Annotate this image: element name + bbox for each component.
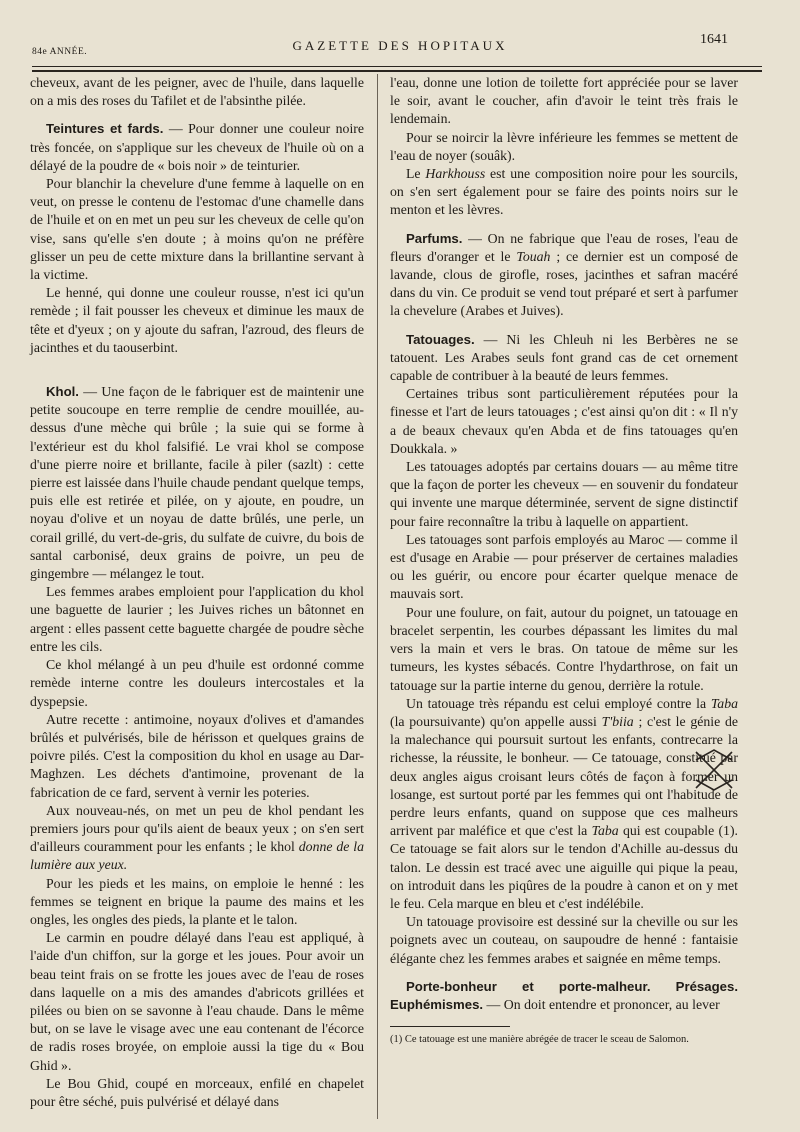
paragraph: Un tatouage provisoire est dessiné sur la cheville ou sur les poignets avec un couteau, on saupoudre de henné : fantaisie élégante chez les femmes arabes et saignée en même temps. [390, 914, 738, 966]
paragraph: Le carmin en poudre délayé dans l'eau est appliqué, à l'aide d'un chiffon, sur la gorge et les joues. Pour avoir un beau teint frais on se frotte les joues avec de l'eau de roses dans laquelle on a mis des amandes d'abricots grillées et pilées ou bien on se savonne à l'eau chaude. Dans le même but, on se lave le visage avec une eau contenant de l'écorce de radis roses broyée, on emploie aussi la tige du « Bou Ghid ». [30, 930, 364, 1073]
left-column [30, 74, 364, 1111]
paragraph: Les femmes arabes emploient pour l'application du khol une baguette de laurier ; les Juives riches un bâtonnet en argent : elles passent cette baguette chargée de poudre sèche entre les cils. [30, 584, 364, 654]
paragraph [30, 120, 364, 175]
paragraph-text: ; ce dernier est un composé de lavande, clous de girofle, roses, jacinthes et safran macéré dans du vin. Ce produit se vend tout préparé et sert à parfumer la chevelure (Arabes et Juives). [390, 248, 739, 319]
paragraph-text: — Pour donner une couleur noire très foncée, on s'applique sur les cheveux de l'huile où on a délayé de la poudre de « bois noir » de teinturier. [30, 121, 365, 173]
paragraph: Le henné, qui donne une couleur rousse, n'est ici qu'un remède ; il fait pousser les cheveux et diminue les maux de tête et d'yeux ; on y ajoute du safran, l'azroud, des fleurs de jacinthes et du taouserbint. [30, 285, 364, 355]
header-rule-thick [32, 70, 762, 72]
paragraph [390, 230, 738, 321]
tattoo-symbol-icon [692, 748, 736, 792]
paragraph: Autre recette : antimoine, noyaux d'olives et d'amandes brûlés et pulvérisés, bile de hérisson et quelques grains de poivre pilés. C'est la composition du khol en usage au Dar-Maghzen. Les déchets d'antimoine, provenant de la fabrication de ce fard, servent à vernir les poteries. [30, 711, 364, 800]
header-rule-thin [32, 66, 762, 67]
paragraph-text: ; c'est le génie de la malechance qui poursuit surtout les enfants, contrecarre la richesse, la réussite, le bonheur. — Ce tatouage, constitué par deux angles aigus croisant leurs côtés de façon à former un losange, est surtout porté par les femmes qui ont l'habitude de perdre leurs enfants, quand on suppose que ces malheurs arrivent par maléfice et que c'est la [390, 713, 739, 839]
paragraph: cheveux, avant de les peigner, avec de l'huile, dans laquelle on a mis des roses du Tafilet et de l'absinthe pilée. [30, 75, 364, 109]
column-divider [377, 74, 378, 1119]
paragraph [30, 383, 364, 583]
paragraph-text: (la poursuivante) qu'on appelle aussi [390, 713, 602, 729]
section-heading: Khol. [46, 384, 79, 400]
italic-phrase: donne de la lumière aux yeux. [30, 839, 364, 873]
paragraph-text: Un tatouage très répandu est celui employé contre la [406, 695, 711, 711]
italic-term: Taba [710, 695, 738, 711]
paragraph: Certaines tribus sont particulièrement réputées pour la finesse et l'art de leurs tatouages ; c'est ainsi qu'on dit : « Il n'y a de beaux chevaux qu'en Abda et de fins tatouages qu'en Doukkala. » [390, 386, 738, 456]
page-number: 1641 [700, 32, 728, 47]
paragraph: Les tatouages sont parfois employés au Maroc — comme il est d'usage en Arabie — pour préserver de certaines maladies ou les guérir, ou encore pour écarter quelque menace de mauvais sort. [390, 531, 738, 602]
paragraph-text: — On doit entendre et prononcer, au lever [483, 996, 720, 1012]
paragraph [390, 331, 738, 386]
paragraph [390, 165, 738, 220]
paragraph [390, 978, 738, 1014]
issue-year: 84e ANNÉE. [32, 47, 88, 57]
paragraph: Pour une foulure, on fait, autour du poignet, un tatouage en bracelet serpentin, les courbes dépassant les limites du mal vers la main et vers le bras. On tatoue de même sur les tumeurs, les kystes sébacés. Contre l'hydarthrose, on fait un tatouage sur la partie interne du genou, derrière la rotule. [390, 604, 738, 693]
right-column [390, 74, 738, 1046]
paragraph: Les tatouages adoptés par certains douars — au même titre que la façon de porter les cheveux — en souvenir du fondateur qui invente une marque déterminée, servent de signe distinctif pour faire reconnaître la tribu à laquelle on appartient. [390, 459, 738, 529]
paragraph [390, 695, 738, 913]
paragraph: Pour se noircir la lèvre inférieure les femmes se mettent de l'eau de noyer (souâk). [390, 129, 738, 163]
paragraph: Ce khol mélangé à un peu d'huile est ordonné comme remède interne contre les douleurs intercostales et la dyspepsie. [30, 657, 364, 709]
italic-term: T'biia [601, 713, 634, 729]
section-heading: Tatouages. [406, 331, 475, 347]
publication-title: GAZETTE DES HOPITAUX [292, 38, 508, 53]
italic-term: Touah [516, 248, 551, 264]
paragraph: l'eau, donne une lotion de toilette fort appréciée pour se laver le soir, avant le coucher, afin d'avoir le teint très frais le lendemain. [390, 75, 738, 127]
paragraph-text: est une composition noire pour les sourcils, on s'en sert également pour se faire des points noirs sur le menton et les lèvres. [390, 166, 738, 218]
tattoo-paragraph-block [390, 695, 738, 913]
italic-term: Taba [591, 823, 619, 839]
section-heading: Parfums. [406, 230, 463, 246]
section-heading: Teintures et fards. [46, 121, 164, 137]
footnote: (1) Ce tatouage est une manière abrégée de tracer le sceau de Salomon. [390, 1034, 689, 1046]
paragraph-text: — On ne fabrique que l'eau de roses, l'eau de fleurs d'oranger et le [390, 230, 738, 264]
paragraph-text: — Une façon de le fabriquer est de maintenir une petite soucoupe en terre remplie de cendre mouillée, au-dessus d'une mèche qui brûle ; la suie qui se forme à l'extérieur est du khol falsifié. Le vrai khol se compose d'une pierre noire et brillante, facile à piler (sazlt) : cette pierre est laissée dans l'huile chaude pendant quelque temps, puis elle est retirée et pilée, on y ajoute, en poudre, un noyau d'olive et un noyau de datte brûlés, une perle, un corail grillé, du vert-de-gris, du sulfate de cuivre, du bois de santal carbonisé, deux grains de poivre, un peu de gingembre — mélangez le tout. [30, 384, 364, 582]
paragraph-text: Le [406, 166, 426, 182]
paragraph: Pour les pieds et les mains, on emploie le henné : les femmes se teignent en brique la paume des mains et les ongles, les ongles des pieds, la plante et le talon. [30, 875, 364, 927]
paragraph-text: Aux nouveau-nés, on met un peu de khol pendant les premiers jours pour qu'ils aient de beaux yeux ; on s'en sert d'ailleurs couramment pour les enfants ; le khol [30, 802, 364, 855]
paragraph: Pour blanchir la chevelure d'une femme à laquelle on en veut, on presse le contenu de l'estomac d'une chamelle dans de l'huile et on en met un peu sur les cheveux de celle qu'on vise, sans qu'elle s'en doute ; à moins qu'on ne préfère glisser un peu de cette mixture dans la brillantine servant à la victime. [30, 176, 364, 283]
italic-term: Harkhouss [425, 166, 486, 182]
footnote-rule [390, 1026, 510, 1027]
paragraph-text: qui est coupable (1). Ce tatouage se fait alors sur le tendon d'Achille au-dessus du talon. Le dessin est tracé avec une aiguille qui pique la peau, on introduit dans les piqûres de la poudre à canon et on y met le feu. Cela marque en bleu et c'est indélébile. [390, 823, 739, 911]
paragraph: Le Bou Ghid, coupé en morceaux, enfilé en chapelet pour être séché, puis pulvérisé et délayé dans [30, 1075, 364, 1109]
section-heading: Porte-bonheur et porte-malheur. Présages. Euphémismes. [390, 978, 738, 1012]
paragraph-text: — Ni les Chleuh ni les Berbères ne se tatouent. Les Arabes seuls font grand cas de cet ornement capable de contribuer à la beauté de leurs femmes. [390, 331, 738, 384]
paragraph [30, 802, 364, 875]
